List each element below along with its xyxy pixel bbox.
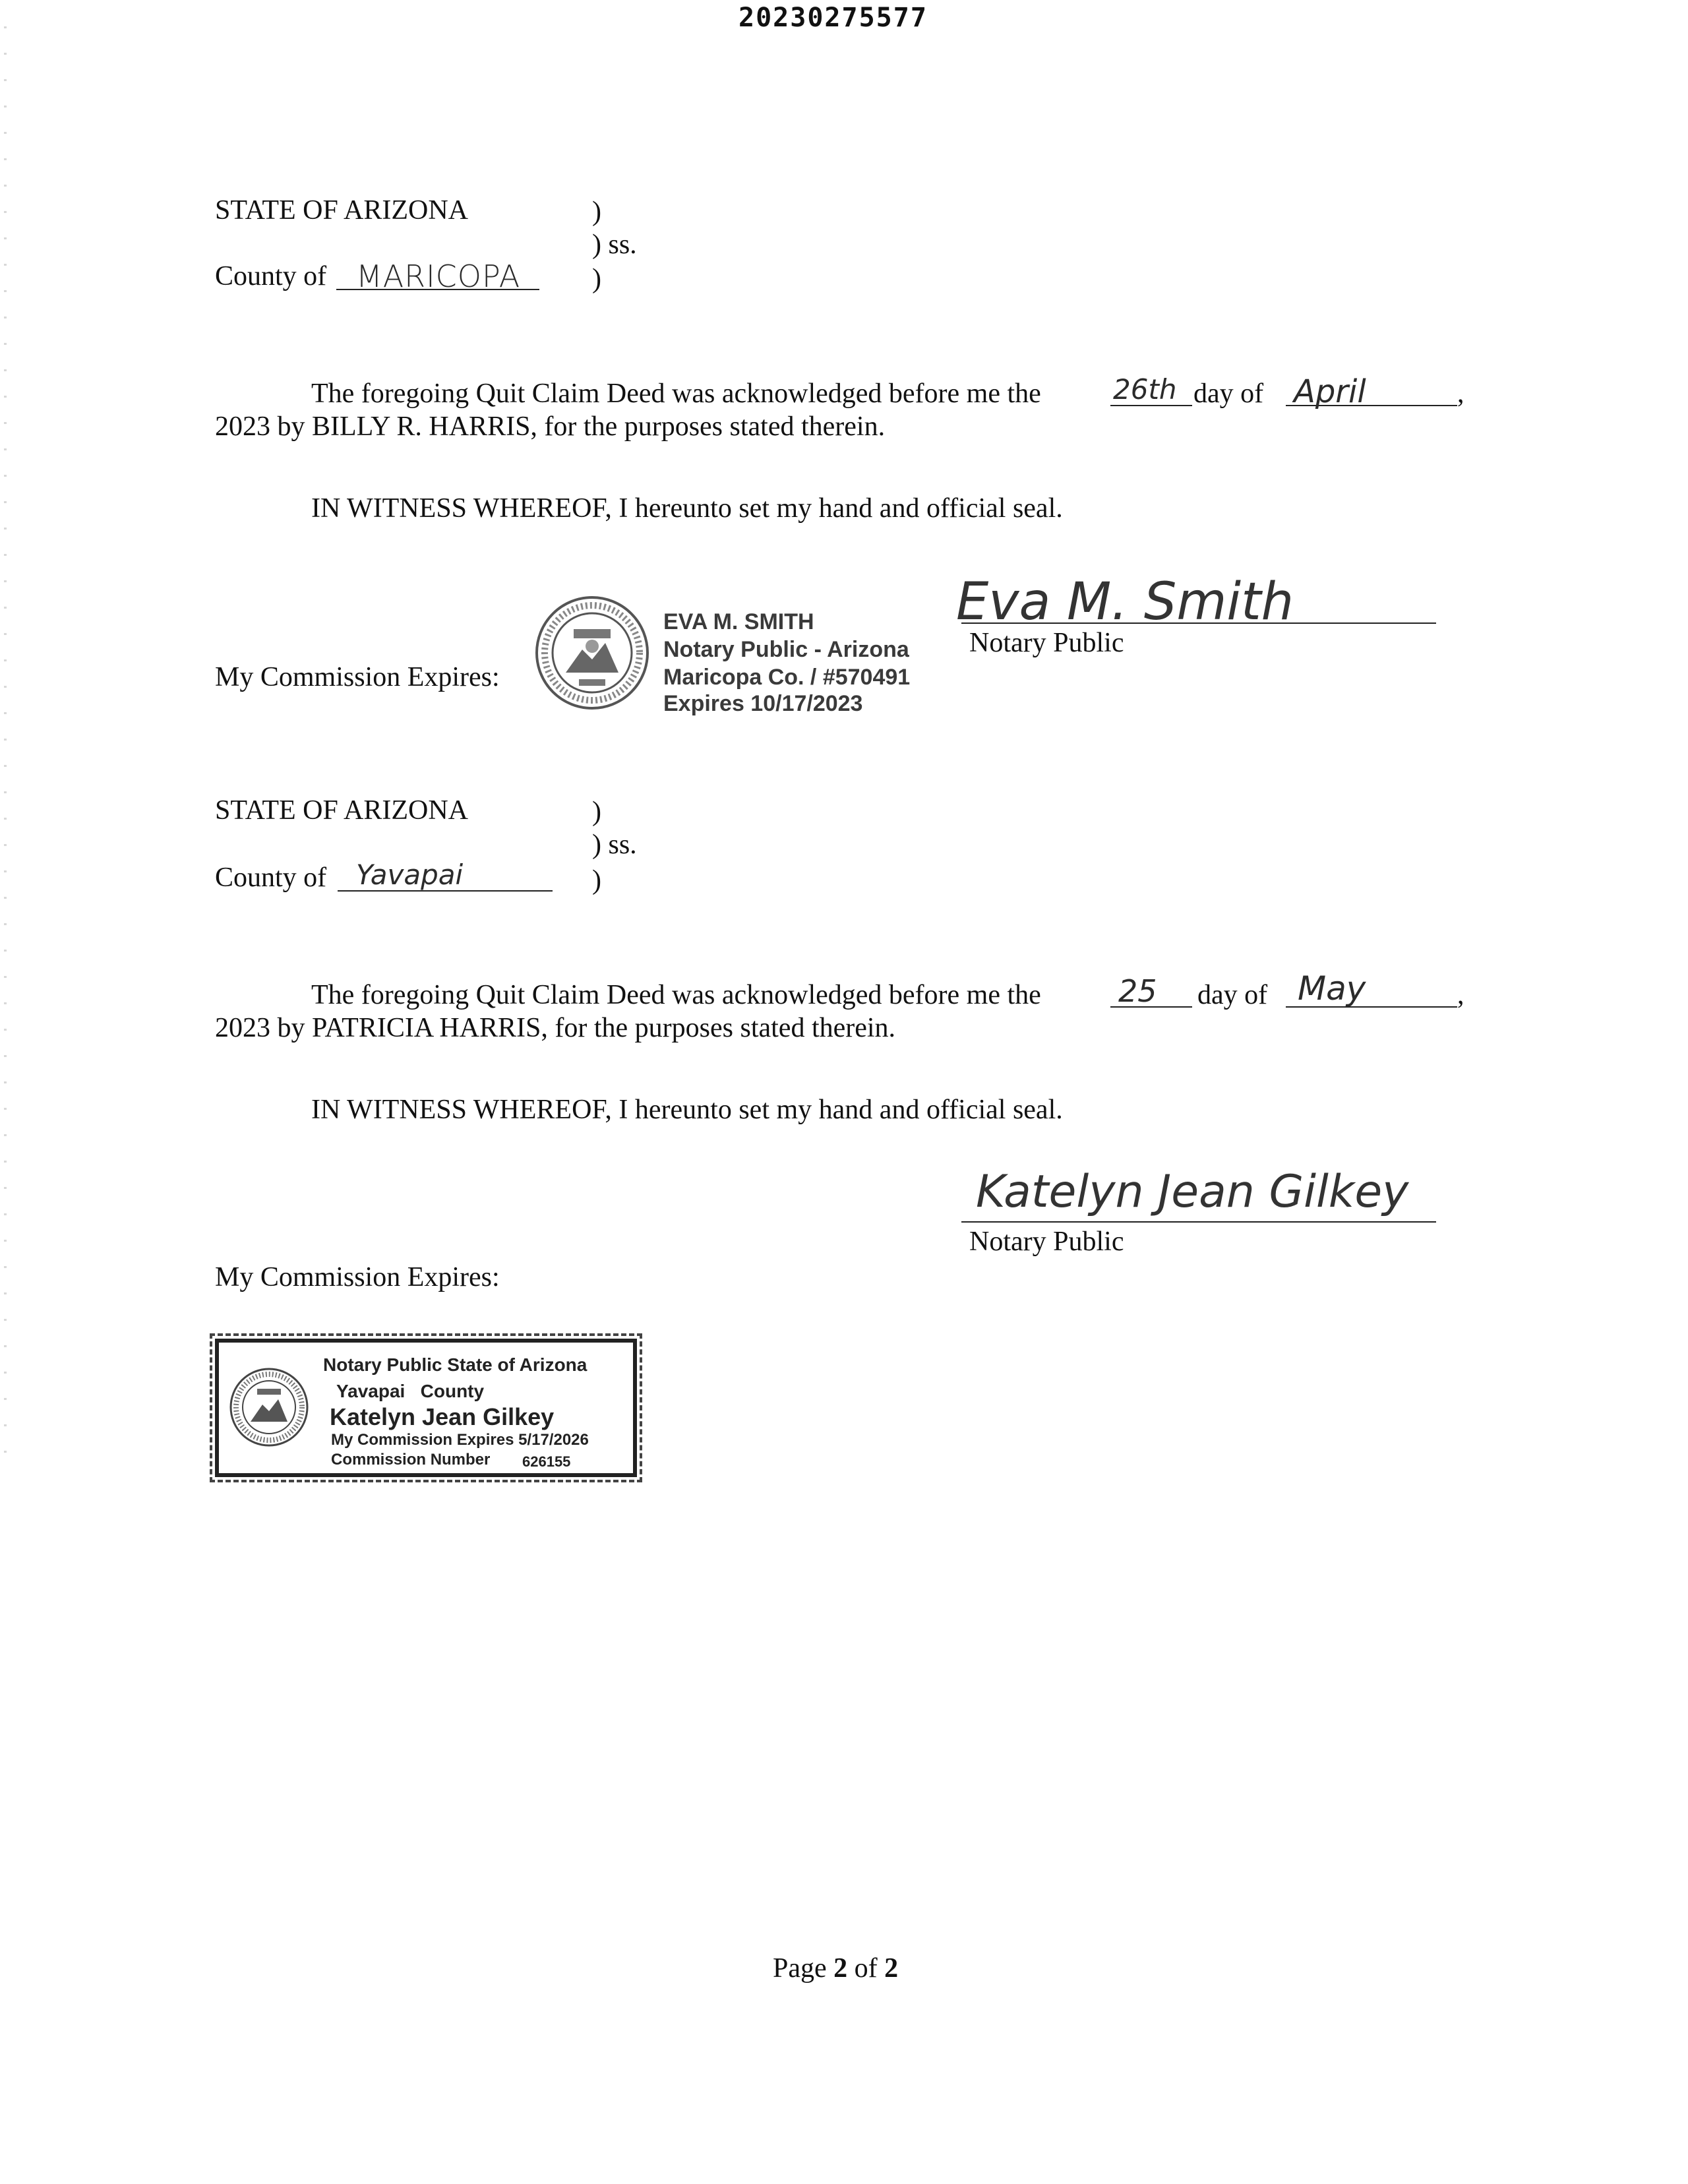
county-label: County of xyxy=(215,261,327,291)
stamp-line-5-label: Commission Number xyxy=(331,1451,491,1469)
witness-clause: IN WITNESS WHEREOF, I hereunto set my hand and official seal. xyxy=(311,493,1063,524)
comma: , xyxy=(1457,379,1464,409)
day-of-label: day of xyxy=(1193,379,1264,409)
stamp-county: Maricopa Co. / #570491 xyxy=(663,665,911,690)
notary-public-label-2: Notary Public xyxy=(969,1227,1124,1257)
notary-signature-1: Eva M. Smith xyxy=(956,572,1294,632)
commission-expires-label: My Commission Expires: xyxy=(215,1262,500,1292)
county-label: County of xyxy=(215,863,327,893)
comma: , xyxy=(1457,980,1464,1010)
stamp-line-1: Notary Public State of Arizona xyxy=(323,1354,588,1375)
stamp-line-5-value: 626155 xyxy=(522,1453,571,1470)
notary-signature-2: Katelyn Jean Gilkey xyxy=(976,1166,1409,1218)
notary-stamp-2 xyxy=(215,1339,637,1477)
stamp-expires: Expires 10/17/2023 xyxy=(663,691,863,716)
stamp-title: Notary Public - Arizona xyxy=(663,637,909,662)
county-handwritten: Yavapai xyxy=(356,859,464,891)
month-handwritten: May xyxy=(1298,969,1366,1008)
page-of: of xyxy=(847,1953,885,1984)
county-handwritten: MARICOPA xyxy=(356,258,521,294)
bracket-3: ) xyxy=(592,865,601,895)
day-handwritten: 26th xyxy=(1113,373,1177,406)
state-seal-icon xyxy=(228,1366,310,1448)
state-seal-icon xyxy=(533,593,651,712)
signature-line-1 xyxy=(961,622,1436,624)
ack-body-line1: The foregoing Quit Claim Deed was acknowledged before me the xyxy=(311,980,1041,1010)
ack-body-line2: 2023 by BILLY R. HARRIS, for the purposes stated therein. xyxy=(215,411,886,442)
month-handwritten: April xyxy=(1294,373,1366,410)
state-heading: STATE OF ARIZONA xyxy=(215,795,468,826)
ss-bracket: ) ss. xyxy=(592,229,637,260)
day-of-label: day of xyxy=(1197,980,1268,1010)
notary-public-label-1: Notary Public xyxy=(969,628,1124,658)
day-handwritten: 25 xyxy=(1118,973,1157,1009)
arizona-seal-1 xyxy=(533,593,651,712)
state-heading: STATE OF ARIZONA xyxy=(215,195,468,226)
signature-line-2 xyxy=(961,1221,1436,1223)
stamp-name: EVA M. SMITH xyxy=(663,609,814,634)
ack-body-line1: The foregoing Quit Claim Deed was acknowledged before me the xyxy=(311,379,1041,409)
bracket-1: ) xyxy=(592,197,601,227)
page-footer xyxy=(773,1955,898,1982)
document-number: 20230275577 xyxy=(738,3,928,33)
page-prefix: Page xyxy=(773,1953,834,1984)
scan-margin-marks xyxy=(4,26,7,1477)
stamp-line-3: Katelyn Jean Gilkey xyxy=(330,1403,555,1430)
witness-clause: IN WITNESS WHEREOF, I hereunto set my hand and official seal. xyxy=(311,1095,1063,1125)
commission-expires-label: My Commission Expires: xyxy=(215,662,500,692)
ack-body-line2: 2023 by PATRICIA HARRIS, for the purposes stated therein. xyxy=(215,1013,896,1043)
page-total: 2 xyxy=(884,1953,899,1984)
bracket-3: ) xyxy=(592,264,601,294)
stamp-line-4: My Commission Expires 5/17/2026 xyxy=(331,1431,589,1449)
ss-bracket: ) ss. xyxy=(592,830,637,860)
bracket-1: ) xyxy=(592,797,601,827)
page-number: 2 xyxy=(833,1953,848,1984)
stamp-line-2: Yavapai County xyxy=(336,1381,485,1401)
